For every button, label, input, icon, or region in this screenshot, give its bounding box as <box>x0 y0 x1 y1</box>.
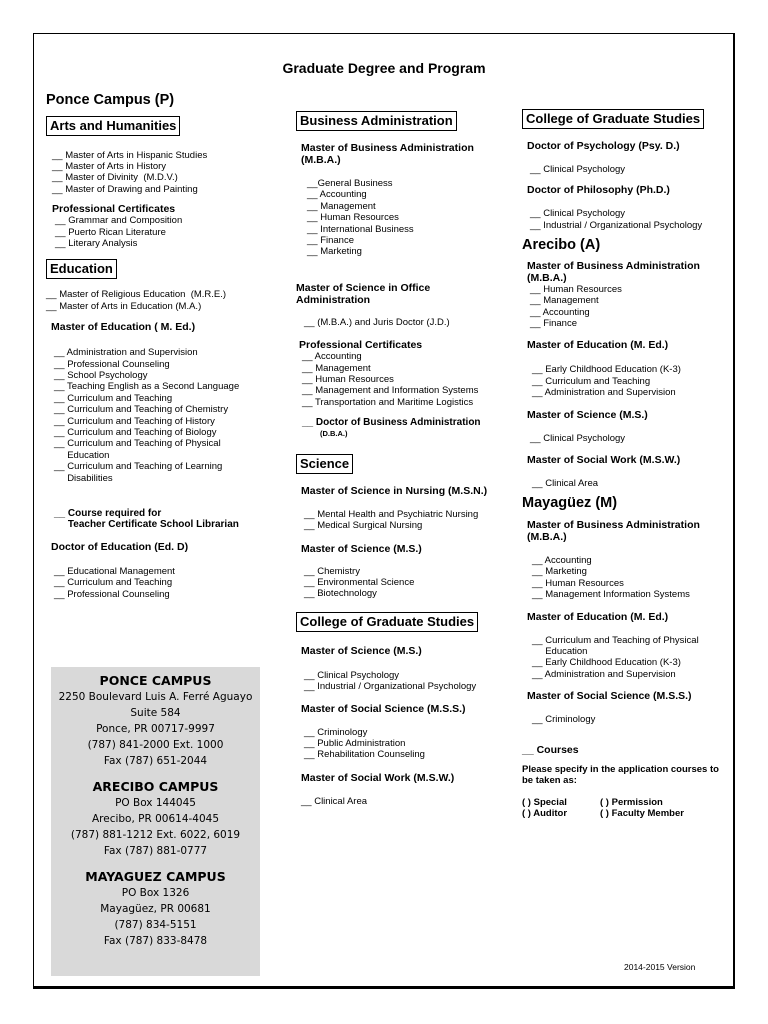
arecibo-campus-heading: ARECIBO CAMPUS <box>92 779 219 794</box>
list-item: Education <box>532 645 588 657</box>
list-item: __ Finance <box>530 317 578 329</box>
mayaguez-address-line: PO Box 1326 <box>121 887 190 899</box>
list-item: __ Master of Arts in Hispanic Studies <box>52 149 208 161</box>
arts-list <box>52 150 266 196</box>
list-item: __ Accounting <box>530 306 590 318</box>
ms-list <box>304 566 511 600</box>
list-item: __ Chemistry <box>304 565 360 577</box>
list-item: __ Accounting <box>532 554 592 566</box>
m-mba-heading: Master of Business Administration (M.B.A.) <box>527 518 700 543</box>
m-med-list <box>532 635 727 681</box>
list-item: __ Criminology <box>532 714 596 726</box>
list-item: __ Curriculum and Teaching of Physical <box>532 634 699 646</box>
section-college-graduate-studies-2: College of Graduate Studies <box>522 109 704 129</box>
list-item: __ Clinical Area <box>532 477 599 489</box>
ponce-address-line: Suite 584 <box>130 707 181 719</box>
msw-list <box>301 796 511 807</box>
option-auditor[interactable]: ( ) Auditor <box>522 807 568 819</box>
dba-label: __ Doctor of Business Administration <box>302 417 481 429</box>
option-permission[interactable]: ( ) Permission <box>600 796 663 808</box>
list-item: __ Environmental Science <box>304 576 415 588</box>
mayaguez-campus-heading: MAYAGUEZ CAMPUS <box>85 869 226 884</box>
list-item: __ Marketing <box>532 566 587 578</box>
list-item: __ Master of Religious Education (M.R.E.) <box>46 289 227 301</box>
list-item: __ Mental Health and Psychiatric Nursing <box>304 508 479 520</box>
list-item: __ Early Childhood Education (K-3) <box>532 364 681 376</box>
mayaguez-fax: Fax (787) 833-8478 <box>103 935 208 947</box>
list-item: __ Administration and Supervision <box>532 668 676 680</box>
list-item: __ Master of Divinity (M.D.V.) <box>52 172 178 184</box>
ms-heading: Master of Science (M.S.) <box>301 542 422 555</box>
msn-heading: Master of Science in Nursing (M.S.N.) <box>301 484 488 497</box>
list-item: __ Early Childhood Education (K-3) <box>532 657 681 669</box>
a-mba-heading: Master of Business Administration (M.B.A.) <box>527 259 700 284</box>
arecibo-fax: Fax (787) 881-0777 <box>103 845 208 857</box>
list-item: __ Curriculum and Teaching of Chemistry <box>54 404 229 416</box>
list-item: __ Management Information Systems <box>532 589 690 601</box>
list-item: __ Human Resources <box>302 374 394 386</box>
list-item: __ School Psychology <box>54 369 148 381</box>
list-item: __ Curriculum and Teaching <box>54 577 173 589</box>
list-item: __ Educational Management <box>54 565 175 577</box>
column-ponce <box>46 92 266 600</box>
phd-heading: Doctor of Philosophy (Ph.D.) <box>527 184 670 197</box>
a-ms-heading: Master of Science (M.S.) <box>527 408 648 421</box>
list-item: __ Criminology <box>304 726 368 738</box>
prof-cert-list <box>55 215 266 249</box>
section-business-administration: Business Administration <box>296 111 457 131</box>
msn-list <box>304 509 511 532</box>
list-item: __ Industrial / Organizational Psychology <box>304 681 477 693</box>
m-mss-heading: Master of Social Science (M.S.S.) <box>527 690 692 703</box>
campus-heading-ponce: Ponce Campus (P) <box>46 92 175 108</box>
list-item: __ Public Administration <box>304 737 406 749</box>
list-item: __ Transportation and Maritime Logistics <box>302 396 474 408</box>
mba-list <box>307 178 511 258</box>
mayaguez-address-line: Mayagüez, PR 00681 <box>100 903 211 915</box>
list-item: __ Curriculum and Teaching <box>54 392 173 404</box>
list-item: __ International Business <box>307 223 414 235</box>
list-item: __ Clinical Psychology <box>530 164 626 175</box>
list-item: __ Curriculum and Teaching of Learning <box>54 461 223 473</box>
version-label: 2014-2015 Version <box>624 962 696 972</box>
list-item: __ Rehabilitation Counseling <box>304 749 425 761</box>
list-item: __ Master of Drawing and Painting <box>52 183 198 195</box>
ponce-fax: Fax (787) 651-2044 <box>103 755 208 767</box>
list-item: __ Medical Surgical Nursing <box>304 520 423 532</box>
edd-heading: Doctor of Education (Ed. D) <box>51 540 189 553</box>
list-item: __ Grammar and Composition <box>55 215 183 227</box>
course-required-line1: __ Course required for <box>54 508 162 520</box>
psyd-list <box>530 164 727 175</box>
list-item: __ Clinical Psychology <box>304 669 400 681</box>
list-item: __ Management <box>302 362 371 374</box>
mss-list <box>304 727 511 761</box>
list-item: __ Management and Information Systems <box>302 385 479 397</box>
m-mba-list <box>532 555 727 601</box>
a-med-heading: Master of Education (M. Ed.) <box>527 339 669 352</box>
list-item: __ Management <box>307 200 376 212</box>
list-item: __ Biotechnology <box>304 588 377 600</box>
section-education: Education <box>46 259 117 279</box>
campus-heading-mayaguez: Mayagüez (M) <box>522 495 618 512</box>
list-item: __ Accounting <box>302 351 362 363</box>
a-msw-heading: Master of Social Work (M.S.W.) <box>527 453 681 466</box>
phd-list <box>530 208 727 231</box>
pc-list <box>302 351 511 408</box>
m-mss-list <box>532 714 727 725</box>
list-item: __ Human Resources <box>532 577 624 589</box>
list-item: __ Human Resources <box>530 283 622 295</box>
dba-abbr: (D.B.A.) <box>320 428 348 438</box>
list-item: Disabilities <box>54 472 113 484</box>
edu-list <box>46 289 266 312</box>
list-item: __ Literary Analysis <box>55 237 138 249</box>
list-item: __ Industrial / Organizational Psychology <box>530 219 703 231</box>
courses-option: __ Courses <box>522 743 579 756</box>
list-item: __ Clinical Psychology <box>530 432 626 444</box>
ponce-address-line: 2250 Boulevard Luis A. Ferré Aguayo <box>58 691 253 703</box>
mayaguez-phone: (787) 834-5151 <box>114 919 197 931</box>
list-item: Education <box>54 449 110 461</box>
a-mba-list <box>530 284 727 330</box>
list-item: __ Human Resources <box>307 212 399 224</box>
a-msw-list <box>532 478 727 489</box>
list-item: __ Master of Arts in Education (M.A.) <box>46 300 202 312</box>
mss-heading: Master of Social Science (M.S.S.) <box>301 702 466 715</box>
section-college-graduate-studies: College of Graduate Studies <box>296 612 478 632</box>
specify-note: Please specify in the application courses to be taken as: <box>522 763 719 786</box>
list-item: __ Curriculum and Teaching of Physical <box>54 438 221 450</box>
list-item: __ Professional Counseling <box>54 588 170 600</box>
enrollment-options <box>522 797 727 819</box>
ms2-heading: Master of Science (M.S.) <box>301 644 422 657</box>
list-item: __ Curriculum and Teaching of History <box>54 415 215 427</box>
list-item: __ Marketing <box>307 246 362 258</box>
column-ponce-business-science <box>296 111 511 807</box>
mba-heading: Master of Business Administration (M.B.A.) <box>301 142 474 166</box>
edd-list <box>54 566 266 600</box>
msw-heading: Master of Social Work (M.S.W.) <box>301 771 455 784</box>
pc-heading: Professional Certificates <box>299 339 423 352</box>
document-title: Graduate Degree and Program <box>282 60 486 76</box>
list-item: __ Teaching English as a Second Language <box>54 381 240 393</box>
a-ms-list <box>530 433 727 444</box>
ponce-address-line: Ponce, PR 00717-9997 <box>96 723 215 735</box>
msoa-list <box>304 317 511 328</box>
med-heading: Master of Education ( M. Ed.) <box>51 321 196 334</box>
list-item: __ Professional Counseling <box>54 358 170 370</box>
m-med-heading: Master of Education (M. Ed.) <box>527 610 669 623</box>
list-item: __ Curriculum and Teaching of Biology <box>54 427 217 438</box>
dba-item <box>302 417 511 437</box>
course-required <box>54 508 266 531</box>
list-item: __ Puerto Rican Literature <box>55 226 166 238</box>
list-item: __ Clinical Psychology <box>530 208 626 220</box>
column-graduate-arecibo-mayaguez <box>522 109 727 819</box>
list-item: __ Finance <box>307 235 355 247</box>
ms2-list <box>304 670 511 693</box>
list-item: __ Clinical Area <box>301 795 368 807</box>
prof-cert-heading: Professional Certificates <box>52 203 176 216</box>
list-item: __ Management <box>530 295 599 307</box>
option-faculty-member[interactable]: ( ) Faculty Member <box>600 807 684 819</box>
ponce-phone: (787) 841-2000 Ext. 1000 <box>87 739 224 751</box>
list-item: __ Master of Arts in History <box>52 160 167 172</box>
arecibo-address-line: PO Box 144045 <box>115 797 196 809</box>
psyd-heading: Doctor of Psychology (Psy. D.) <box>527 140 680 152</box>
a-med-list <box>532 364 727 398</box>
section-science: Science <box>296 454 353 474</box>
med-list <box>54 347 266 484</box>
msoa-heading: Master of Science in Office Administration <box>296 281 431 306</box>
arecibo-address-line: Arecibo, PR 00614-4045 <box>91 813 220 825</box>
list-item: __ Administration and Supervision <box>532 387 676 399</box>
section-arts-humanities: Arts and Humanities <box>46 116 180 136</box>
contact-box <box>51 667 260 976</box>
list-item: __ Curriculum and Teaching <box>532 375 651 387</box>
option-special[interactable]: ( ) Special <box>522 796 567 808</box>
list-item: __ (M.B.A.) and Juris Doctor (J.D.) <box>304 316 450 328</box>
list-item: __General Business <box>307 178 393 189</box>
campus-heading-arecibo: Arecibo (A) <box>522 237 601 254</box>
arecibo-phone: (787) 881-1212 Ext. 6022, 6019 <box>70 829 241 841</box>
list-item: __ Accounting <box>307 189 367 201</box>
list-item: __ Administration and Supervision <box>54 347 198 359</box>
ponce-campus-heading: PONCE CAMPUS <box>99 673 212 688</box>
course-required-line2: Teacher Certificate School Librarian <box>54 519 239 531</box>
